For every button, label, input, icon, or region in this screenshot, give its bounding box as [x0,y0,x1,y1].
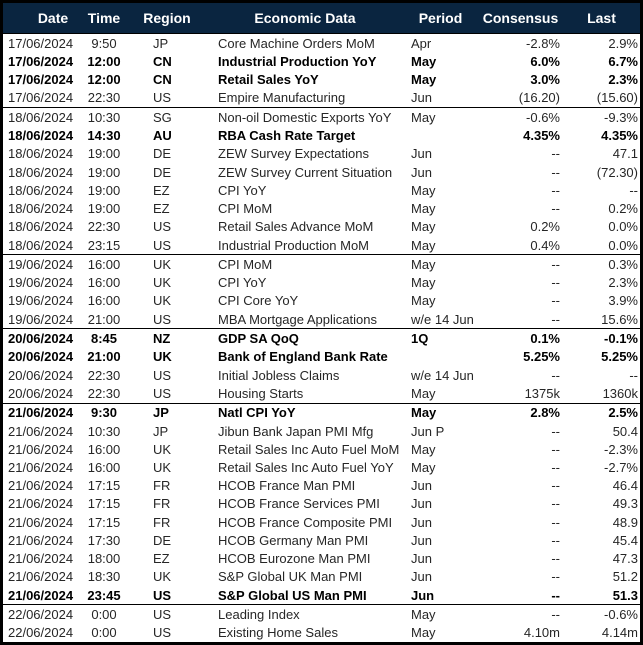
cell-period: May [411,293,436,309]
cell-date: 22/06/2024 [8,625,74,641]
cell-data: Retail Sales YoY [218,72,319,88]
cell-period: Apr [411,35,432,51]
cell-consensus: -- [551,201,560,217]
cell-time: 19:00 [87,146,121,162]
cell-last: 4.35% [601,128,638,144]
cell-time: 10:30 [87,423,121,439]
cell-date: 17/06/2024 [8,53,74,69]
cell-data: HCOB France Composite PMI [218,514,393,530]
cell-date: 18/06/2024 [8,164,74,180]
cell-consensus: -- [551,478,560,494]
cell-region: UK [127,255,207,274]
cell-data: ZEW Survey Expectations [218,146,369,162]
cell-date: 21/06/2024 [8,441,74,457]
cell-data: S&P Global US Man PMI [218,587,367,603]
cell-consensus: -- [551,146,560,162]
cell-region: US [127,605,207,624]
cell-time: 22:30 [87,367,121,383]
table-row [3,108,640,127]
cell-date: 20/06/2024 [8,385,74,401]
economic-calendar-table [3,3,640,642]
cell-consensus: (16.20) [518,90,560,106]
cell-region: UK [153,275,172,291]
cell-time: 16:00 [87,459,121,475]
cell-region: CN [153,72,172,88]
cell-data: GDP SA QoQ [207,329,403,348]
cell-region: UK [153,569,172,585]
column-header-date: Date [3,3,81,34]
column-header-consensus: Consensus [478,3,563,34]
table-row [3,199,640,217]
cell-period: May [411,237,436,253]
cell-region: FR [153,496,171,512]
table-row [3,550,640,568]
cell-region: JP [127,403,207,422]
cell-region: CN [153,53,172,69]
cell-date: 19/06/2024 [8,311,74,327]
cell-last: 46.4 [612,478,638,494]
cell-date: 20/06/2024 [3,329,81,348]
table-row [3,605,640,624]
cell-period: May [403,403,478,422]
cell-time: 23:15 [87,237,121,253]
cell-region: US [153,219,172,235]
cell-consensus: 3.0% [530,72,560,88]
cell-consensus: 4.35% [523,128,560,144]
table-row [3,403,640,422]
table-row [3,422,640,440]
cell-consensus: -2.8% [526,35,560,51]
table-row [3,568,640,586]
cell-last: 15.6% [601,311,638,327]
cell-time: 18:30 [87,569,121,585]
cell-region: US [153,311,172,327]
cell-last: 50.4 [612,423,638,439]
cell-date: 19/06/2024 [3,255,81,274]
cell-date: 18/06/2024 [8,128,74,144]
cell-consensus: 5.25% [523,349,560,365]
cell-date: 21/06/2024 [8,587,74,603]
cell-data: HCOB France Man PMI [218,478,356,494]
cell-consensus: -- [478,605,563,624]
cell-region: NZ [127,329,207,348]
cell-time: 0:00 [81,605,127,624]
cell-last: 5.25% [601,349,638,365]
cell-period: Jun [411,478,432,494]
cell-time: 16:00 [87,275,121,291]
cell-consensus: -- [551,367,560,383]
table-row [3,218,640,236]
cell-consensus: -- [551,164,560,180]
cell-date: 20/06/2024 [8,367,74,383]
cell-data: Existing Home Sales [218,625,338,641]
cell-time: 8:45 [81,329,127,348]
table-row [3,89,640,108]
cell-region: US [153,237,172,253]
cell-consensus: -- [551,441,560,457]
cell-region: UK [153,349,172,365]
cell-date: 18/06/2024 [3,108,81,127]
cell-date: 21/06/2024 [8,496,74,512]
cell-data: HCOB Eurozone Man PMI [218,551,371,567]
cell-data: S&P Global UK Man PMI [218,569,363,585]
cell-consensus: -0.6% [478,108,563,127]
cell-date: 18/06/2024 [8,146,74,162]
cell-last: 2.3% [608,275,638,291]
cell-time: 16:00 [87,293,121,309]
cell-consensus: -- [551,423,560,439]
cell-region: US [153,587,172,603]
cell-last: -2.3% [604,441,638,457]
cell-period: May [411,385,436,401]
cell-time: 14:30 [87,128,121,144]
cell-time: 16:00 [81,255,127,274]
cell-last: 48.9 [612,514,638,530]
cell-data: Bank of England Bank Rate [218,349,388,365]
cell-period: May [411,441,436,457]
cell-time: 19:00 [87,201,121,217]
cell-period: Jun [411,587,435,603]
cell-period: Jun P [411,423,445,439]
cell-last: 0.2% [608,201,638,217]
cell-period: May [403,108,478,127]
cell-time: 17:15 [87,496,121,512]
cell-consensus: -- [551,551,560,567]
table-row [3,236,640,255]
table-row [3,255,640,274]
cell-time: 9:30 [81,403,127,422]
cell-data: CPI MoM [207,255,403,274]
cell-period: Jun [411,146,432,162]
cell-consensus: 4.10m [523,625,560,641]
cell-date: 17/06/2024 [8,90,74,106]
cell-period: Jun [411,532,432,548]
table-row [3,127,640,145]
cell-period [403,127,478,145]
cell-last: 47.3 [612,551,638,567]
table-row [3,292,640,310]
cell-data: Core Machine Orders MoM [218,35,375,51]
cell-last: -0.6% [563,605,640,624]
cell-time: 9:50 [91,35,117,51]
cell-last: 2.3% [608,72,638,88]
cell-consensus: -- [551,496,560,512]
cell-data: Industrial Production MoM [218,237,370,253]
table-row [3,477,640,495]
cell-period: Jun [411,164,432,180]
cell-period: May [411,72,437,88]
cell-last: -2.7% [604,459,638,475]
cell-region: FR [153,478,171,494]
table-row [3,624,640,642]
cell-time: 12:00 [87,72,121,88]
cell-region: US [153,367,172,383]
cell-consensus: 2.8% [478,403,563,422]
cell-consensus: -- [551,311,560,327]
cell-last: 45.4 [612,532,638,548]
cell-date: 18/06/2024 [8,237,74,253]
cell-consensus: 1375k [524,385,560,401]
cell-data: RBA Cash Rate Target [218,128,356,144]
cell-data: Non-oil Domestic Exports YoY [207,108,403,127]
cell-date: 18/06/2024 [8,182,74,198]
cell-last: (15.60) [596,90,638,106]
cell-last: 2.5% [563,403,640,422]
cell-data: Natl CPI YoY [207,403,403,422]
cell-consensus: -- [551,532,560,548]
cell-time: 18:00 [87,551,121,567]
cell-time: 19:00 [87,164,121,180]
table-row [3,163,640,181]
cell-period: May [411,275,436,291]
cell-date: 20/06/2024 [8,349,74,365]
cell-date: 21/06/2024 [3,403,81,422]
cell-data: CPI Core YoY [218,293,299,309]
cell-region: DE [153,146,172,162]
cell-period: Jun [411,551,432,567]
cell-region: AU [153,128,172,144]
table-row [3,34,640,53]
cell-date: 21/06/2024 [8,551,74,567]
cell-time: 17:30 [87,532,121,548]
cell-last: 0.0% [608,237,638,253]
cell-region: JP [153,35,169,51]
cell-region: US [153,90,172,106]
table-row [3,181,640,199]
cell-region: US [153,385,172,401]
cell-data: HCOB France Services PMI [218,496,380,512]
cell-date: 17/06/2024 [8,35,74,51]
cell-time: 22:30 [87,90,121,106]
table-row [3,531,640,549]
column-header-data: Economic Data [207,3,403,34]
cell-region: DE [153,532,172,548]
table-row [3,329,640,348]
cell-data: Industrial Production YoY [218,53,377,69]
cell-consensus: 0.1% [478,329,563,348]
header-row [3,3,640,34]
cell-period: May [411,459,436,475]
table-row [3,495,640,513]
cell-data: ZEW Survey Current Situation [218,164,393,180]
table-row [3,348,640,366]
column-header-region: Region [127,3,207,34]
cell-period [403,348,478,366]
column-header-last: Last [563,3,640,34]
cell-date: 21/06/2024 [8,532,74,548]
cell-data: Initial Jobless Claims [218,367,340,383]
table-row [3,586,640,605]
cell-period: May [411,182,436,198]
cell-period: Jun [411,496,432,512]
table-header [3,3,640,34]
cell-date: 21/06/2024 [8,423,74,439]
cell-region: UK [153,459,172,475]
cell-consensus: -- [551,569,560,585]
cell-date: 21/06/2024 [8,514,74,530]
cell-region: SG [127,108,207,127]
cell-period: 1Q [403,329,478,348]
cell-consensus: -- [478,255,563,274]
table-row [3,274,640,292]
cell-time: 12:00 [87,53,121,69]
cell-date: 22/06/2024 [3,605,81,624]
cell-period: May [411,201,436,217]
cell-data: CPI YoY [218,182,267,198]
cell-period: w/e 14 Jun [411,311,474,327]
table-row [3,52,640,70]
cell-data: Empire Manufacturing [218,90,346,106]
cell-data: Leading Index [207,605,403,624]
cell-last: 49.3 [612,496,638,512]
cell-date: 17/06/2024 [8,72,74,88]
cell-consensus: 6.0% [530,53,560,69]
cell-date: 19/06/2024 [8,293,74,309]
cell-time: 21:00 [87,311,121,327]
cell-data: CPI YoY [218,275,267,291]
cell-last: 4.14m [601,625,638,641]
cell-region: EZ [153,551,170,567]
cell-region: EZ [153,182,170,198]
cell-period: May [403,255,478,274]
cell-consensus: -- [551,587,560,603]
cell-last: 6.7% [608,53,638,69]
table-row [3,366,640,384]
cell-last: 0.0% [608,219,638,235]
cell-period: Jun [411,569,432,585]
table-row [3,440,640,458]
cell-time: 22:30 [87,385,121,401]
cell-last: 1360k [602,385,638,401]
cell-period: May [411,219,436,235]
cell-period: May [411,53,437,69]
table-row [3,513,640,531]
cell-time: 17:15 [87,514,121,530]
cell-time: 0:00 [91,625,117,641]
cell-time: 10:30 [81,108,127,127]
cell-date: 18/06/2024 [8,201,74,217]
cell-date: 21/06/2024 [8,569,74,585]
cell-region: EZ [153,201,170,217]
table-row [3,71,640,89]
cell-data: HCOB Germany Man PMI [218,532,369,548]
cell-consensus: -- [551,459,560,475]
cell-consensus: -- [551,275,560,291]
cell-period: May [411,625,436,641]
cell-consensus: 0.2% [530,219,560,235]
cell-time: 22:30 [87,219,121,235]
cell-consensus: 0.4% [530,237,560,253]
cell-last: 2.9% [608,35,638,51]
cell-consensus: -- [551,293,560,309]
cell-data: Retail Sales Inc Auto Fuel MoM [218,441,400,457]
cell-data: Housing Starts [218,385,304,401]
cell-last: -- [629,367,638,383]
cell-region: JP [153,423,169,439]
cell-last: 47.1 [612,146,638,162]
cell-region: US [153,625,172,641]
cell-time: 23:45 [87,587,121,603]
cell-data: Retail Sales Advance MoM [218,219,374,235]
table-body [3,34,640,643]
cell-period: May [403,605,478,624]
cell-time: 16:00 [87,441,121,457]
cell-last: 0.3% [563,255,640,274]
cell-data: MBA Mortgage Applications [218,311,377,327]
cell-consensus: -- [551,182,560,198]
cell-data: Jibun Bank Japan PMI Mfg [218,423,374,439]
cell-region: DE [153,164,172,180]
cell-time: 19:00 [87,182,121,198]
cell-last: 51.2 [612,569,638,585]
table-row [3,310,640,329]
cell-last: -0.1% [563,329,640,348]
cell-consensus: -- [551,514,560,530]
column-header-time: Time [81,3,127,34]
cell-data: CPI MoM [218,201,273,217]
cell-period: Jun [411,514,432,530]
cell-period: w/e 14 Jun [411,367,474,383]
cell-last: -- [629,182,638,198]
cell-date: 21/06/2024 [8,478,74,494]
cell-region: UK [153,293,172,309]
table-row [3,145,640,163]
cell-date: 19/06/2024 [8,275,74,291]
cell-period: Jun [411,90,432,106]
cell-region: UK [153,441,172,457]
column-header-period: Period [403,3,478,34]
cell-last: -9.3% [563,108,640,127]
cell-region: FR [153,514,171,530]
cell-time: 21:00 [87,349,121,365]
table-row [3,384,640,403]
cell-last: 51.3 [612,587,638,603]
cell-date: 21/06/2024 [8,459,74,475]
table-row [3,458,640,476]
cell-last: 3.9% [608,293,638,309]
cell-last: (72.30) [596,164,638,180]
cell-data: Retail Sales Inc Auto Fuel YoY [218,459,394,475]
cell-time: 17:15 [87,478,121,494]
cell-date: 18/06/2024 [8,219,74,235]
